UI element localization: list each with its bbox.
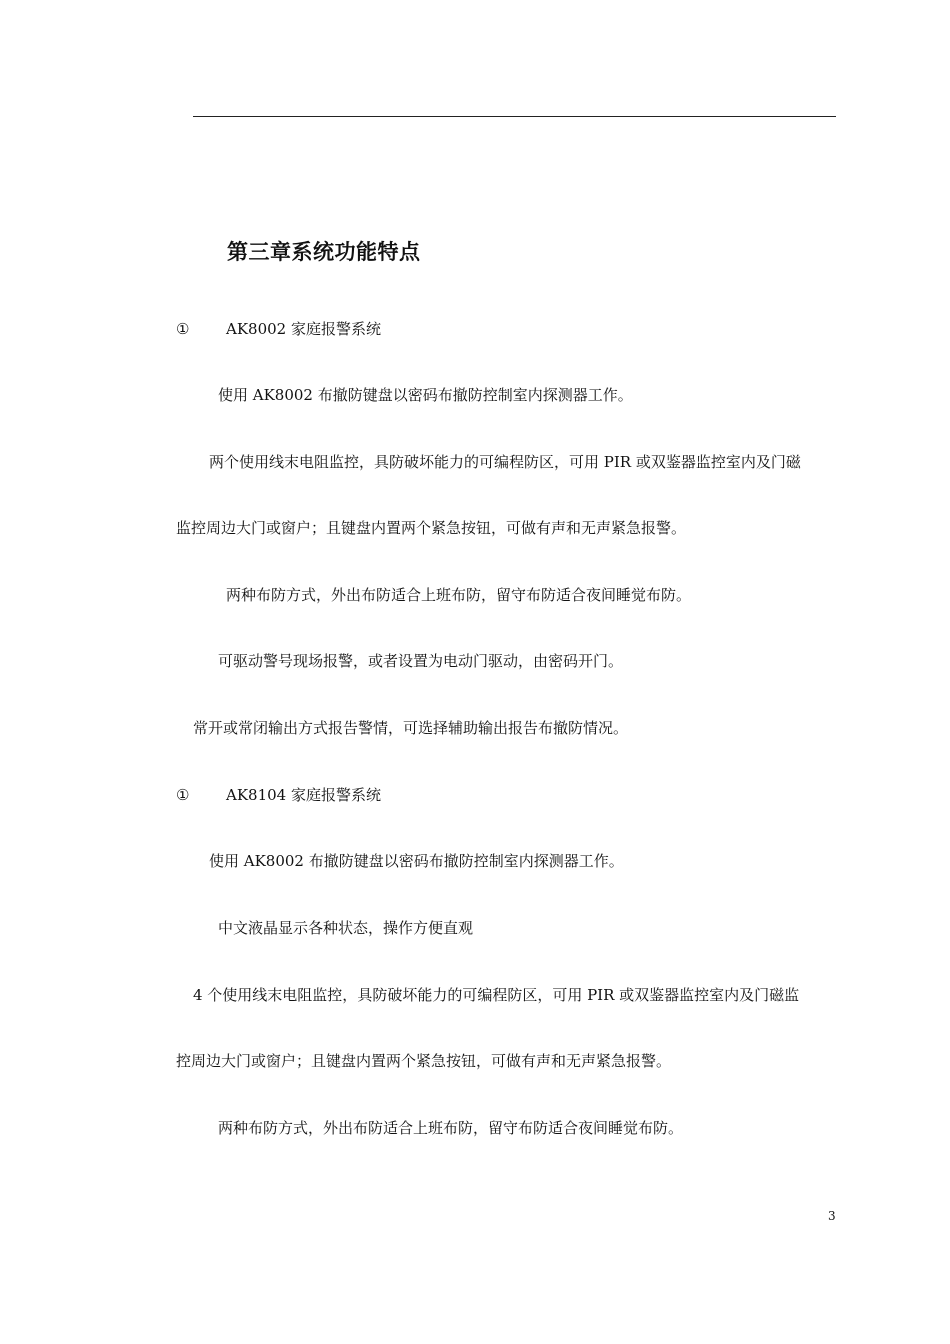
paragraph-line: 控周边大门或窗户；且键盘内置两个紧急按钮，可做有声和无声紧急报警。 (176, 1052, 672, 1070)
paragraph-line: 常开或常闭输出方式报告警情，可选择辅助输出报告布撤防情况。 (193, 719, 629, 737)
paragraph-line: 使用 AK8002 布撤防键盘以密码布撤防控制室内探测器工作。 (218, 386, 633, 404)
paragraph-line: 监控周边大门或窗户；且键盘内置两个紧急按钮，可做有声和无声紧急报警。 (176, 519, 687, 537)
chapter-title: 第三章系统功能特点 (227, 240, 421, 264)
section-marker: ① (176, 320, 190, 338)
section-heading: AK8104 家庭报警系统 (226, 786, 381, 804)
section-marker: ① (176, 786, 190, 804)
paragraph-line: 4 个使用线末电阻监控，具防破坏能力的可编程防区，可用 PIR 或双鉴器监控室内及门磁监 (193, 986, 800, 1004)
paragraph-line: 两种布防方式，外出布防适合上班布防，留守布防适合夜间睡觉布防。 (226, 586, 692, 604)
paragraph-line: 使用 AK8002 布撤防键盘以密码布撤防控制室内探测器工作。 (209, 852, 624, 870)
header-rule (193, 116, 836, 117)
page-number: 3 (828, 1209, 836, 1223)
section-heading: AK8002 家庭报警系统 (226, 320, 381, 338)
paragraph-line: 两种布防方式，外出布防适合上班布防，留守布防适合夜间睡觉布防。 (218, 1119, 684, 1137)
paragraph-line: 可驱动警号现场报警，或者设置为电动门驱动，由密码开门。 (218, 652, 624, 670)
paragraph-line: 两个使用线末电阻监控，具防破坏能力的可编程防区，可用 PIR 或双鉴器监控室内及门磁 (209, 453, 801, 471)
paragraph-line: 中文液晶显示各种状态，操作方便直观 (218, 919, 474, 937)
